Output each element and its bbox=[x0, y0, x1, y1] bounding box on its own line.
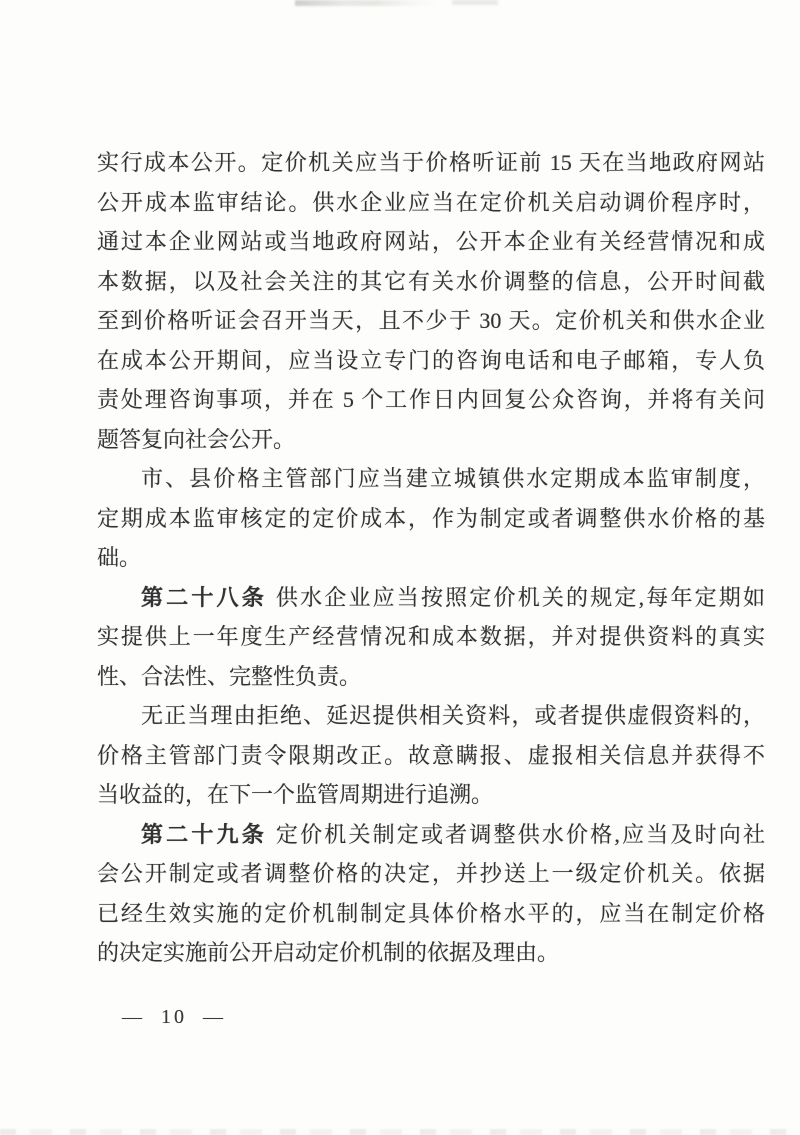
scan-artifact-bottom bbox=[0, 1129, 800, 1135]
scan-artifact-top bbox=[295, 0, 440, 6]
text-line: 已经生效实施的定价机制制定具体价格水平的，应当在制定价格 bbox=[97, 900, 765, 926]
text-line: 价格主管部门责令限期改正。故意瞒报、虚报相关信息并获得不 bbox=[97, 742, 765, 768]
text-line: 无正当理由拒绝、延迟提供相关资料，或者提供虚假资料的， bbox=[141, 703, 765, 728]
article-28-text: 供水企业应当按照定价机关的规定,每年定期如 bbox=[275, 584, 765, 610]
text-line: 责处理咨询事项，并在 5 个工作日内回复公众咨询，并将有关问 bbox=[97, 387, 765, 412]
scan-artifact-top-2 bbox=[452, 0, 498, 5]
text-line: 会公开制定或者调整价格的决定，并抄送上一级定价机关。依据 bbox=[97, 861, 765, 886]
text-line-article-29 bbox=[97, 815, 765, 855]
text-line: 通过本企业网站或当地政府网站，公开本企业有关经营情况和成 bbox=[97, 229, 765, 254]
article-29-text: 定价机关制定或者调整供水价格,应当及时向社 bbox=[275, 821, 765, 847]
article-28-number: 第二十八条 bbox=[141, 584, 267, 610]
text-line: 性、合法性、完整性负责。 bbox=[97, 663, 362, 689]
text-line: 公开成本监审结论。供水企业应当在定价机关启动调价程序时， bbox=[97, 189, 765, 215]
text-line: 实行成本公开。定价机关应当于价格听证前 15 天在当地政府网站 bbox=[97, 150, 765, 175]
text-line: 本数据，以及社会关注的其它有关水价调整的信息，公开时间截 bbox=[97, 268, 765, 294]
article-29-number: 第二十九条 bbox=[141, 821, 267, 847]
text-line: 题答复向社会公开。 bbox=[97, 426, 296, 452]
text-line: 实提供上一年度生产经营情况和成本数据，并对提供资料的真实 bbox=[97, 624, 765, 649]
text-line-article-28 bbox=[97, 578, 765, 618]
page-number: — 10 — bbox=[122, 1006, 226, 1028]
text-line: 至到价格听证会召开当天，且不少于 30 天。定价机关和供水企业 bbox=[97, 308, 765, 333]
text-line: 市、县价格主管部门应当建立城镇供水定期成本监审制度， bbox=[141, 466, 765, 491]
body-text bbox=[97, 143, 765, 973]
text-line: 础。 bbox=[97, 545, 142, 570]
text-line: 定期成本监审核定的定价成本，作为制定或者调整供水价格的基 bbox=[97, 505, 765, 531]
text-line: 当收益的，在下一个监管周期进行追溯。 bbox=[97, 782, 494, 807]
text-line: 在成本公开期间，应当设立专门的咨询电话和电子邮箱，专人负 bbox=[97, 347, 765, 373]
text-line: 的决定实施前公开启动定价机制的依据及理由。 bbox=[97, 940, 560, 965]
